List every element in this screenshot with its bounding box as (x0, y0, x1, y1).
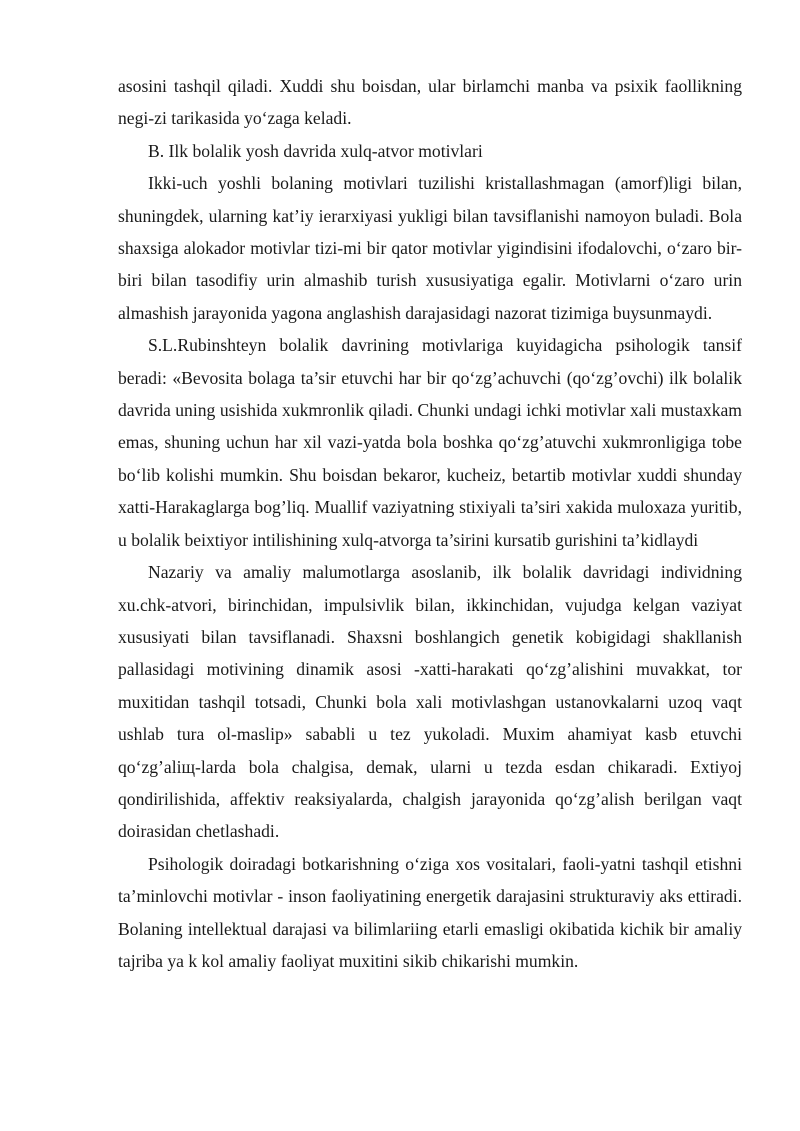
paragraph-theoretical-data: Nazariy va amaliy malumotlarga asoslanib, ilk bolalik davridagi individning xu.chk-atvori, birinchidan, impulsivlik bilan, ikkinchidan, vujudga kelgan vaziyat xususiyati bilan tavsiflanadi. Shaxsni boshlangich genetik kobigidagi shakllanish pallasidagi motivining dinamik asosi -xatti-harakati qo‘zg’alishini muvakkat, tor muxitidan tashqil totsadi, Chunki bola xali motivlashgan ustanovkalarni uzoq vaqt ushlab tura ol-maslip» sababli u tez yukoladi. Muxim ahamiyat kasb etuvchi qo‘zg’aliщ-larda bola chalgisa, demak, ularni u tezda esdan chikaradi. Extiyoj qondirilishida, affektiv reaksiyalarda, chalgish jarayonida qo‘zg’alish berilgan vaqt doirasidan chetlashadi. (118, 562, 742, 842)
paragraph-continuation: asosini tashqil qiladi. Xuddi shu boisdan, ular birlamchi manba va psixik faollikning negi-zi tarikasida yo‘zaga keladi. (118, 76, 742, 129)
paragraph-psychological-means: Psihologik doiradagi botkarishning o‘ziga xos vositalari, faoli-yatni tashqil etishni ta’minlovchi motivlar - inson faoliyatining energetik darajasini strukturaviy aks ettiradi. Bolaning intellektual darajasi va bilimlariing etarli emasligi okibatida kichik bir amaliy tajriba ya k kol amaliy faoliyat muxitini sikib chikarishi mumkin. (118, 853, 742, 971)
paragraph-motive-structure: Ikki-uch yoshli bolaning motivlari tuzilishi kristallashmagan (amorf)ligi bilan, shuningdek, ularning kat’iy ierarxiyasi yukligi bilan tavsiflanishi namoyon buladi. Bola shaxsiga alokador motivlar tizi-mi bir qator motivlar yigindisini ifodalovchi, o‘zaro bir-biri bilan tasodifiy urin almashib turish xususiyatiga egalir. Motivlarni o‘zaro urin almashish jarayonida yagona anglashish darajasidagi nazorat tizimiga buysunmaydi. (118, 173, 742, 323)
section-heading: B. Ilk bolalik yosh davrida xulq-atvor motivlari (148, 140, 483, 161)
paragraph-rubinshteyn: S.L.Rubinshteyn bolalik davrining motivlariga kuyidagicha psihologik tansif beradi: «Bevosita bolaga ta’sir etuvchi har bir qo‘zg’achuvchi (qo‘zg’ovchi) ilk bolalik davrida uning usishida xukmronlik qiladi. Chunki undagi ichki motivlar xali mustaxkam emas, shuning uchun har xil vazi-yatda bola boshka qo‘zg’atuvchi xukmronligiga tobe bo‘lib kolishi mumkin. Shu boisdan bekaror, kucheiz, betartib motivlar xuddi shunday xatti-Harakaglarga bog’liq. Muallif vaziyatning stixiyali ta’siri xakida muloxaza yuritib, u bolalik beixtiyor intilishining xulq-atvorga ta’sirini kursatib gurishini ta’kidlaydi (118, 335, 742, 550)
document-page (118, 70, 742, 977)
